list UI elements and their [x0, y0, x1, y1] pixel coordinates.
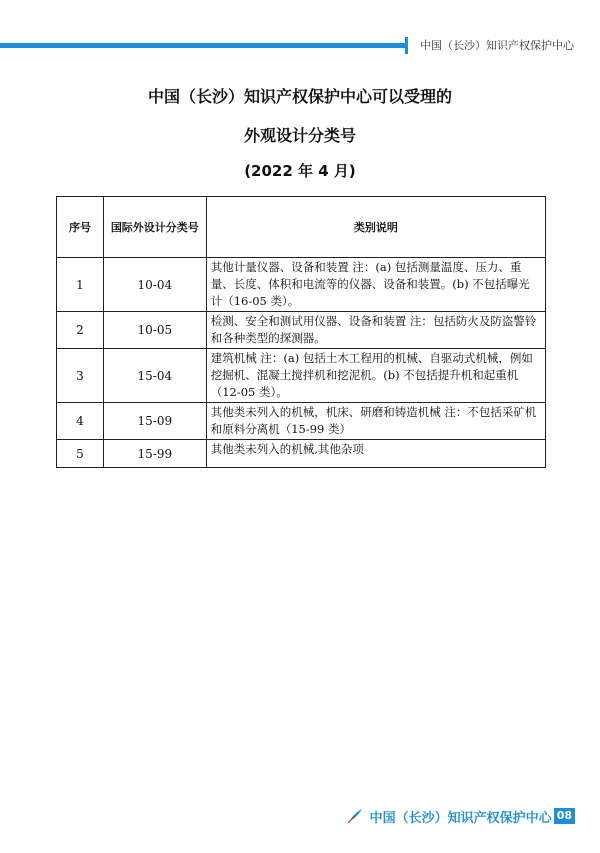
row-code: 10-04 — [103, 258, 206, 312]
table-row — [57, 312, 546, 349]
header-desc: 类别说明 — [206, 197, 545, 258]
header-seq: 序号 — [57, 197, 104, 258]
page-title-line2: 外观设计分类号 — [243, 126, 356, 145]
row-desc: 其他类未列入的机械,其他杂项 — [206, 440, 545, 468]
row-desc: 检测、安全和测试用仪器、设备和装置 注：包括防火及防盗警铃和各种类型的探测器。 — [206, 312, 545, 349]
row-seq: 1 — [57, 258, 104, 312]
row-seq: 4 — [57, 403, 104, 440]
page-number: 08 — [554, 808, 575, 824]
row-code: 15-99 — [103, 440, 206, 468]
row-code: 15-04 — [103, 349, 206, 403]
header-code: 国际外设计分类号 — [103, 197, 206, 258]
row-code: 10-05 — [103, 312, 206, 349]
table-header-row — [57, 197, 546, 258]
row-seq: 5 — [57, 440, 104, 468]
row-desc: 其他计量仪器、设备和装置 注：(a) 包括测量温度、压力、重量、长度、体积和电流等的仪器、设备和装置。(b) 不包括曝光计（16-05 类）。 — [206, 258, 545, 312]
table-row — [57, 440, 546, 468]
footer — [346, 806, 575, 826]
table-row — [57, 403, 546, 440]
row-code: 15-09 — [103, 403, 206, 440]
table-row — [57, 258, 546, 312]
row-seq: 2 — [57, 312, 104, 349]
page-title-date: (2022 年 4 月) — [244, 162, 356, 180]
footer-org: 中国（长沙）知识产权保护中心 — [369, 810, 552, 826]
header-org-label: 中国（长沙）知识产权保护中心 — [405, 37, 600, 54]
row-desc: 其他类未列入的机械，机床、研磨和铸造机械 注：不包括采矿机和原料分离机（15-99 类） — [206, 403, 545, 440]
row-seq: 3 — [57, 349, 104, 403]
row-desc: 建筑机械 注：(a) 包括土木工程用的机械、自驱动式机械，例如挖掘机、混凝土搅拌机和挖泥机。(b) 不包括提升机和起重机（12-05 类）。 — [206, 349, 545, 403]
page-title-line1: 中国（长沙）知识产权保护中心可以受理的 — [147, 87, 452, 106]
quill-logo-icon — [346, 807, 364, 825]
table-row — [57, 349, 546, 403]
classification-table — [56, 196, 546, 468]
